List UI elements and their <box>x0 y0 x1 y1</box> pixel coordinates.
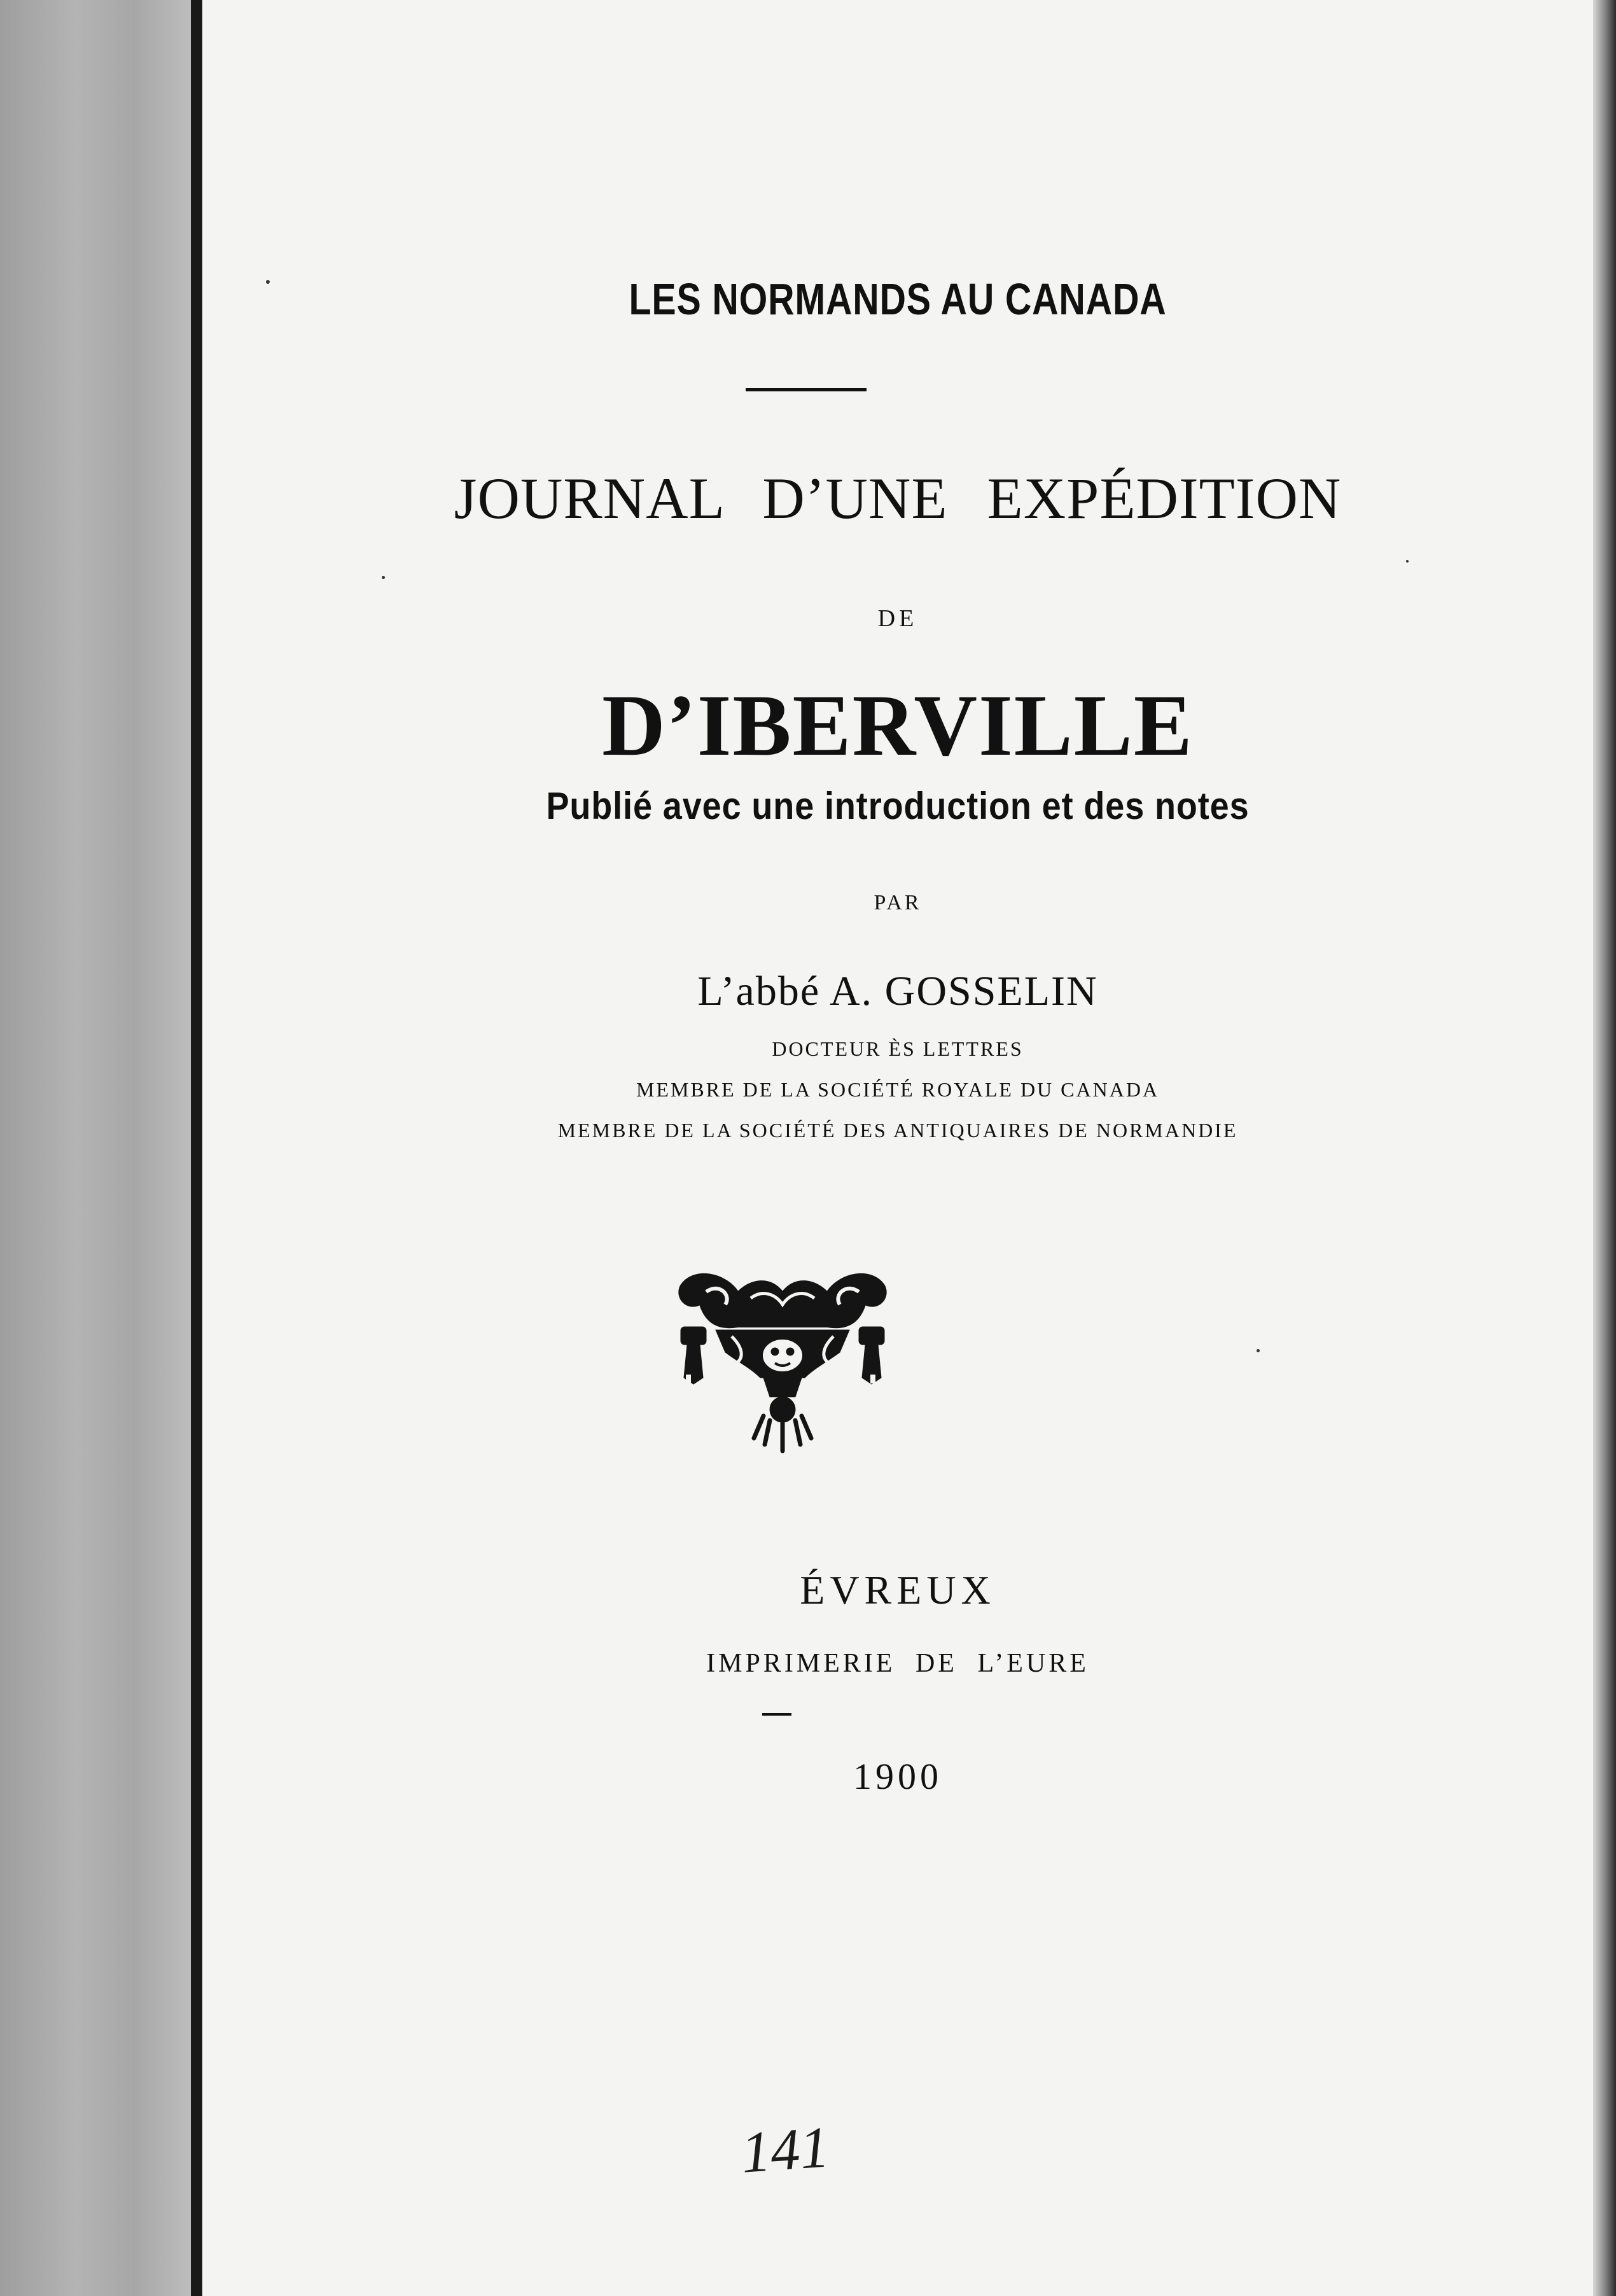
printers-ornament-icon <box>668 1266 897 1457</box>
book-title: JOURNAL D’UNE EXPÉDITION <box>454 466 1342 531</box>
publication-year: 1900 <box>853 1756 942 1797</box>
page-binding-edge <box>191 0 202 2296</box>
divider-rule <box>746 388 867 391</box>
right-page-edge <box>1593 0 1616 2296</box>
title-page-paper <box>202 0 1593 2296</box>
printer-name: IMPRIMERIE DE L’EURE <box>706 1649 1089 1678</box>
left-margin-strip <box>0 0 191 2296</box>
subtitle: Publié avec une introduction et des notes <box>546 785 1250 827</box>
by-label: PAR <box>874 891 922 914</box>
author-credential: MEMBRE DE LA SOCIÉTÉ DES ANTIQUAIRES DE NORMANDIE <box>557 1119 1238 1142</box>
divider-rule <box>762 1713 791 1716</box>
author-name: L’abbé A. GOSSELIN <box>697 968 1098 1014</box>
paper-speck <box>266 280 270 284</box>
handwritten-shelf-mark: 141 <box>739 2114 832 2185</box>
paper-speck <box>1257 1349 1260 1352</box>
author-credential: DOCTEUR ÈS LETTRES <box>772 1037 1024 1060</box>
author-credential: MEMBRE DE LA SOCIÉTÉ ROYALE DU CANADA <box>636 1078 1160 1101</box>
title-preposition: DE <box>877 605 918 632</box>
subject-name: D’IBERVILLE <box>602 676 1194 774</box>
place-of-publication: ÉVREUX <box>800 1567 996 1613</box>
series-title: LES NORMANDS AU CANADA <box>629 274 1167 324</box>
paper-speck <box>382 576 385 579</box>
paper-speck <box>1406 560 1409 563</box>
